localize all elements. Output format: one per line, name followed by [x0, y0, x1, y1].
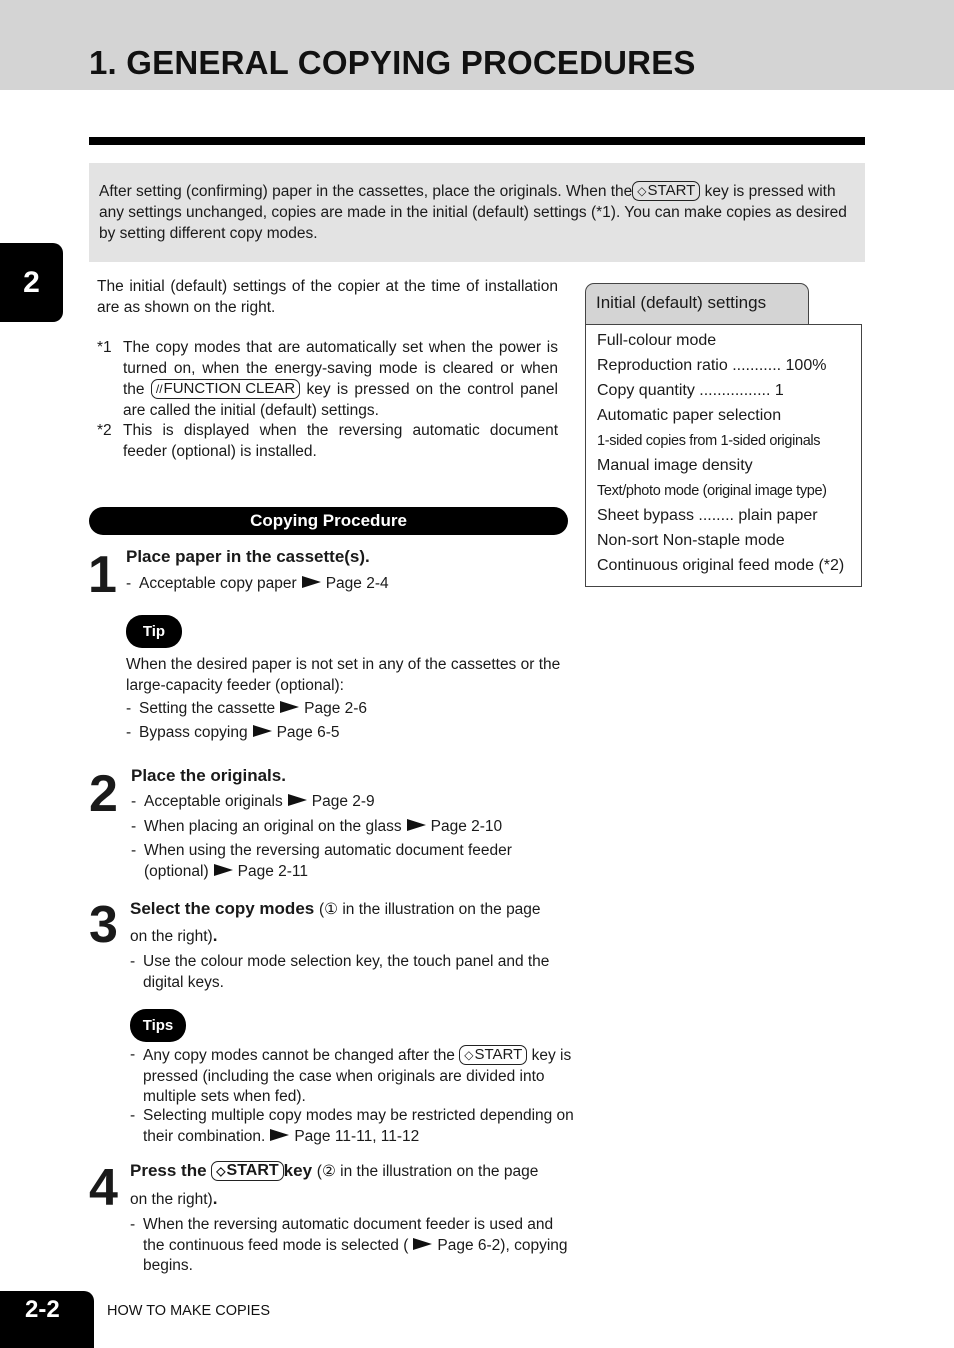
intro-text-1: After setting (confirming) paper in the cassettes, place the originals. When the: [99, 183, 633, 200]
footer-section-label: HOW TO MAKE COPIES: [107, 1303, 271, 1319]
step-4-title-line2: [130, 1189, 217, 1209]
step-2-bullet-3-ref: Page 2-11: [237, 862, 309, 880]
tip-1-bullet-2-text: Bypass copying: [139, 724, 248, 741]
settings-row: Sheet bypass ........ plain paper: [597, 507, 818, 524]
settings-row: Continuous original feed mode (*2): [597, 557, 845, 574]
tips-2-bullet-2-text: Selecting multiple copy modes may be restricted depending on their combination.: [143, 1107, 574, 1145]
tips-badge: Tips: [130, 1009, 186, 1042]
tip-1-text: When the desired paper is not set in any of the cassettes or the large-capacity feeder (optional):: [126, 656, 561, 694]
step-3-title-line2-text: on the right): [130, 928, 213, 945]
step-2-bullet-2: [131, 817, 575, 838]
step-4-bullet-1-text: When the reversing automatic document feeder is used and the continuous feed mode is selected (: [143, 1216, 554, 1254]
step-4-number: 4: [89, 1159, 116, 1217]
arrow-icon: [280, 701, 299, 713]
left-column: [97, 277, 558, 462]
settings-row: Reproduction ratio ........... 100%: [597, 357, 827, 374]
step-1-bullet-1: [126, 574, 566, 595]
chapter-tab: 2: [0, 243, 63, 322]
tip-1-bullet-1: [126, 699, 566, 720]
step-4-title-dot: .: [212, 1189, 218, 1208]
function-clear-icon: //: [155, 382, 163, 396]
function-clear-key-label: FUNCTION CLEAR: [163, 380, 296, 397]
tip-1-bullet-1-ref: Page 2-6: [304, 700, 368, 717]
tip-1-bullet-2-ref: Page 6-5: [276, 724, 340, 741]
start-icon: ◇: [637, 184, 647, 198]
footnote-1-text-b: key is pressed on the control panel are called the initial (default) settings.: [123, 381, 558, 419]
step-2-bullet-2-ref: Page 2-10: [430, 818, 503, 835]
start-key-label: START: [474, 1046, 523, 1063]
step-4-paren: (: [316, 1163, 322, 1180]
tip-badge: Tip: [126, 615, 182, 648]
footnote-1-mark: *1: [97, 339, 112, 356]
arrow-icon: [407, 819, 426, 831]
start-key-label: START: [647, 182, 696, 199]
step-2-bullet-3: [131, 841, 575, 882]
start-icon: ◇: [216, 1164, 226, 1178]
settings-row: Copy quantity ................ 1: [597, 382, 784, 399]
tips-2-bullet-2: [130, 1106, 576, 1147]
step-4-title-a: Press the: [130, 1161, 207, 1180]
settings-tab-label: Initial (default) settings: [585, 283, 809, 326]
step-1-title: Place paper in the cassette(s).: [126, 547, 370, 566]
intro-text-2: key is pressed with any settings unchanged, copies are made in the initial (default) settings (*1). You can make copies as desired by setting different copy modes.: [99, 183, 847, 242]
arrow-icon: [270, 1129, 289, 1141]
settings-row: Full-colour mode: [597, 332, 717, 349]
settings-box: [585, 324, 862, 587]
arrow-icon: [413, 1238, 432, 1250]
step-1-bullet-1-ref: Page 2-4: [325, 575, 389, 592]
step-2-number: 2: [89, 765, 116, 823]
step-2-title: Place the originals.: [131, 766, 286, 785]
title-rule: [89, 137, 865, 145]
footnote-1-text-a: The copy modes that are automatically set when the power is turned on, when the energy-saving mode is cleared or when the: [123, 339, 558, 398]
page-title: 1. GENERAL COPYING PROCEDURES: [89, 44, 696, 81]
step-4-title: [130, 1161, 538, 1181]
step-4-bullet-1: [130, 1215, 576, 1277]
tip-1-bullet-1-text: Setting the cassette: [139, 700, 276, 717]
arrow-icon: [288, 794, 307, 806]
footnote-1: [97, 338, 558, 421]
step-4-bullet-1-ref: Page 6-2), copying begins.: [143, 1236, 568, 1274]
step-3-title: [130, 899, 541, 919]
settings-row: 1-sided copies from 1-sided originals: [597, 433, 821, 449]
step-4-title-line2-text: on the right): [130, 1191, 213, 1208]
tips-2-bullet-1-text-a: Any copy modes cannot be changed after the: [143, 1047, 455, 1064]
step-2-bullet-3-text: When using the reversing automatic document feeder (optional): [144, 842, 512, 880]
step-3-title-text: Select the copy modes: [130, 899, 315, 918]
page-number: 2-2: [0, 1291, 94, 1348]
function-clear-key: [151, 379, 300, 399]
step-3-title-line2: [130, 926, 217, 946]
step-2-bullet-1-text: Acceptable originals: [144, 793, 283, 810]
arrow-icon: [214, 864, 233, 876]
intro-paragraph: The initial (default) settings of the copier at the time of installation are as shown on the right.: [97, 278, 558, 316]
tips-2-bullet-1-text-b: key is pressed (including the case when originals are divided into multiple sets when fed).: [143, 1047, 572, 1105]
circled-one-icon: ①: [324, 901, 339, 918]
step-3-bullet-1: - Use the colour mode selection key, the touch panel and the digital keys.: [130, 952, 576, 993]
step-3-title-dot: .: [212, 926, 218, 945]
start-key: [459, 1045, 527, 1065]
intro-box: [89, 163, 865, 262]
settings-row: Non-sort Non-staple mode: [597, 532, 785, 549]
tips-2-bullet-1: [130, 1045, 576, 1108]
start-key-label: START: [226, 1162, 279, 1179]
step-4-title-b: key: [283, 1161, 313, 1180]
procedure-bar: Copying Procedure: [89, 507, 568, 535]
settings-row: Automatic paper selection: [597, 407, 782, 424]
step-1-bullet-1-text: Acceptable copy paper: [139, 575, 297, 592]
start-icon: ◇: [464, 1048, 474, 1062]
footnote-2-mark: *2: [97, 422, 112, 439]
tips-2-bullet-2-ref: Page 11-11, 11-12: [294, 1127, 420, 1145]
start-key: [211, 1161, 283, 1181]
start-key: [632, 181, 700, 201]
step-2-bullet-2-text: When placing an original on the glass: [144, 818, 402, 835]
settings-row: Manual image density: [597, 457, 753, 474]
arrow-icon: [302, 576, 321, 588]
footnote-2: [97, 421, 558, 462]
step-2-bullet-1-ref: Page 2-9: [311, 793, 375, 810]
footnote-2-text: This is displayed when the reversing automatic document feeder (optional) is installed.: [123, 422, 558, 460]
step-2-bullet-1: [131, 792, 575, 813]
step-3-paren: (: [318, 901, 325, 918]
step-1-number: 1: [88, 546, 115, 604]
circled-two-icon: ②: [321, 1163, 336, 1180]
step-3-number: 3: [89, 896, 116, 954]
step-4-title-rest: in the illustration on the page: [335, 1163, 539, 1180]
tip-1-bullet-2: [126, 723, 566, 744]
step-3-title-rest: in the illustration on the page: [338, 901, 541, 918]
arrow-icon: [253, 725, 272, 737]
settings-row: Text/photo mode (original image type): [597, 483, 827, 499]
